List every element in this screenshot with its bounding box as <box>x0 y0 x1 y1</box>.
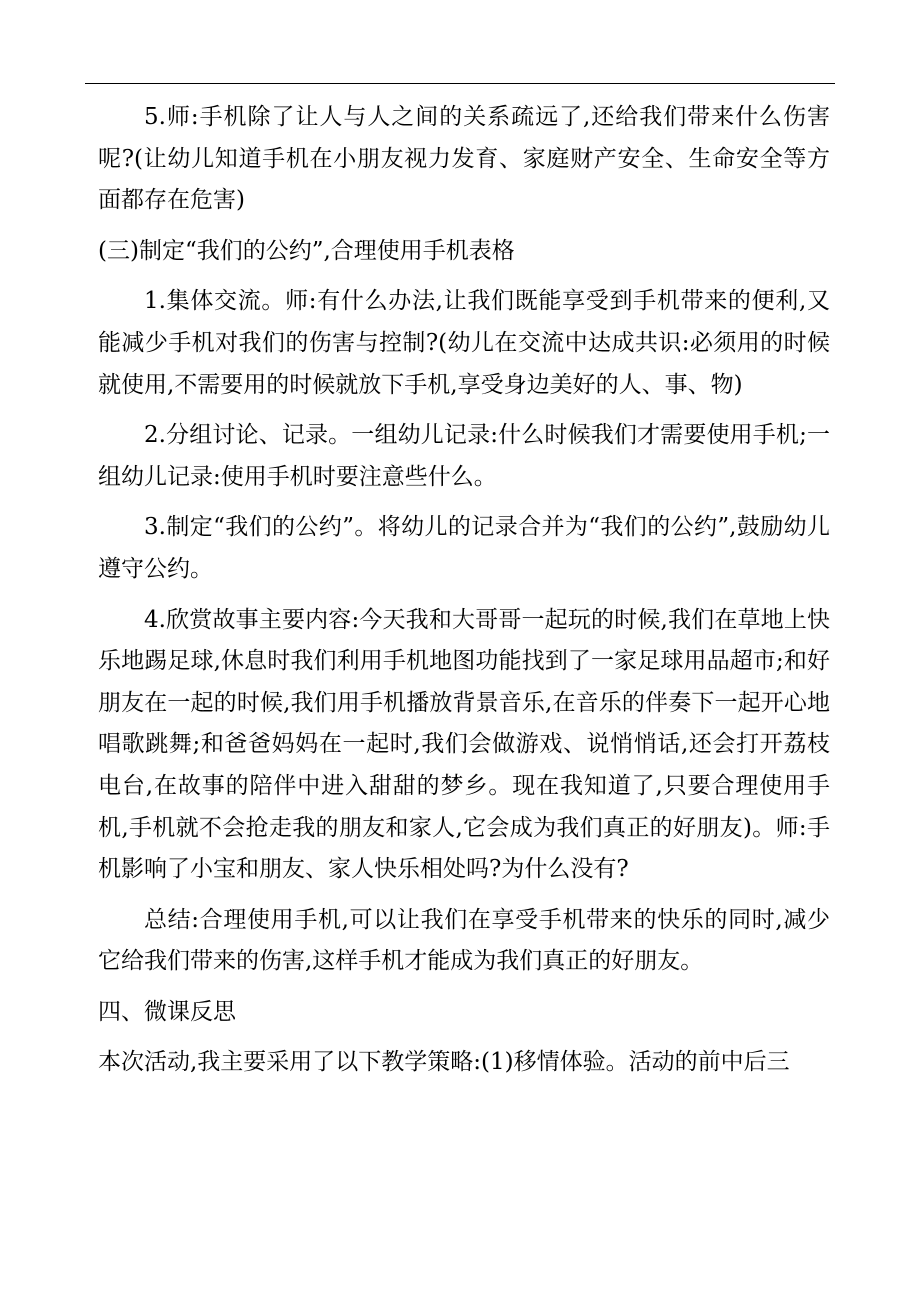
paragraph-step-1: 1.集体交流。师:有什么办法,让我们既能享受到手机带来的便利,又能减少手机对我们的伤害与控制?(幼儿在交流中达成共识:必须用的时候就使用,不需要用的时候就放下手机,享受身边美好的人、事、物) <box>98 288 830 398</box>
paragraph-step-3: 3.制定“我们的公约”。将幼儿的记录合并为“我们的公约”,鼓励幼儿遵守公约。 <box>98 514 830 582</box>
paragraph-question-5: 5.师:手机除了让人与人之间的关系疏远了,还给我们带来什么伤害呢?(让幼儿知道手机在小朋友视力发育、家庭财产安全、生命安全等方面都存在危害) <box>98 104 830 214</box>
paragraph-reflection: 本次活动,我主要采用了以下教学策略:(1)移情体验。活动的前中后三 <box>98 1049 790 1076</box>
header-rule <box>85 83 835 84</box>
section-heading-3: (三)制定“我们的公约”,合理使用手机表格 <box>98 237 515 264</box>
document-body <box>98 97 830 1093</box>
paragraph-step-2: 2.分组讨论、记录。一组幼儿记录:什么时候我们才需要使用手机;一组幼儿记录:使用手机时要注意些什么。 <box>98 422 830 490</box>
paragraph-step-4: 4.欣赏故事主要内容:今天我和大哥哥一起玩的时候,我们在草地上快乐地踢足球,休息时我们利用手机地图功能找到了一家足球用品超市;和好朋友在一起的时候,我们用手机播放背景音乐,在音乐的伴奏下一起开心地唱歌跳舞;和爸爸妈妈在一起时,我们会做游戏、说悄悄话,还会打开荔枝电台,在故事的陪伴中进入甜甜的梦乡。现在我知道了,只要合理使用手机,手机就不会抢走我的朋友和家人,它会成为我们真正的好朋友)。师:手机影响了小宝和朋友、家人快乐相处吗?为什么没有? <box>98 606 830 883</box>
paragraph-summary: 总结:合理使用手机,可以让我们在享受手机带来的快乐的同时,减少它给我们带来的伤害,这样手机才能成为我们真正的好朋友。 <box>98 906 830 975</box>
section-heading-4: 四、微课反思 <box>98 998 236 1025</box>
